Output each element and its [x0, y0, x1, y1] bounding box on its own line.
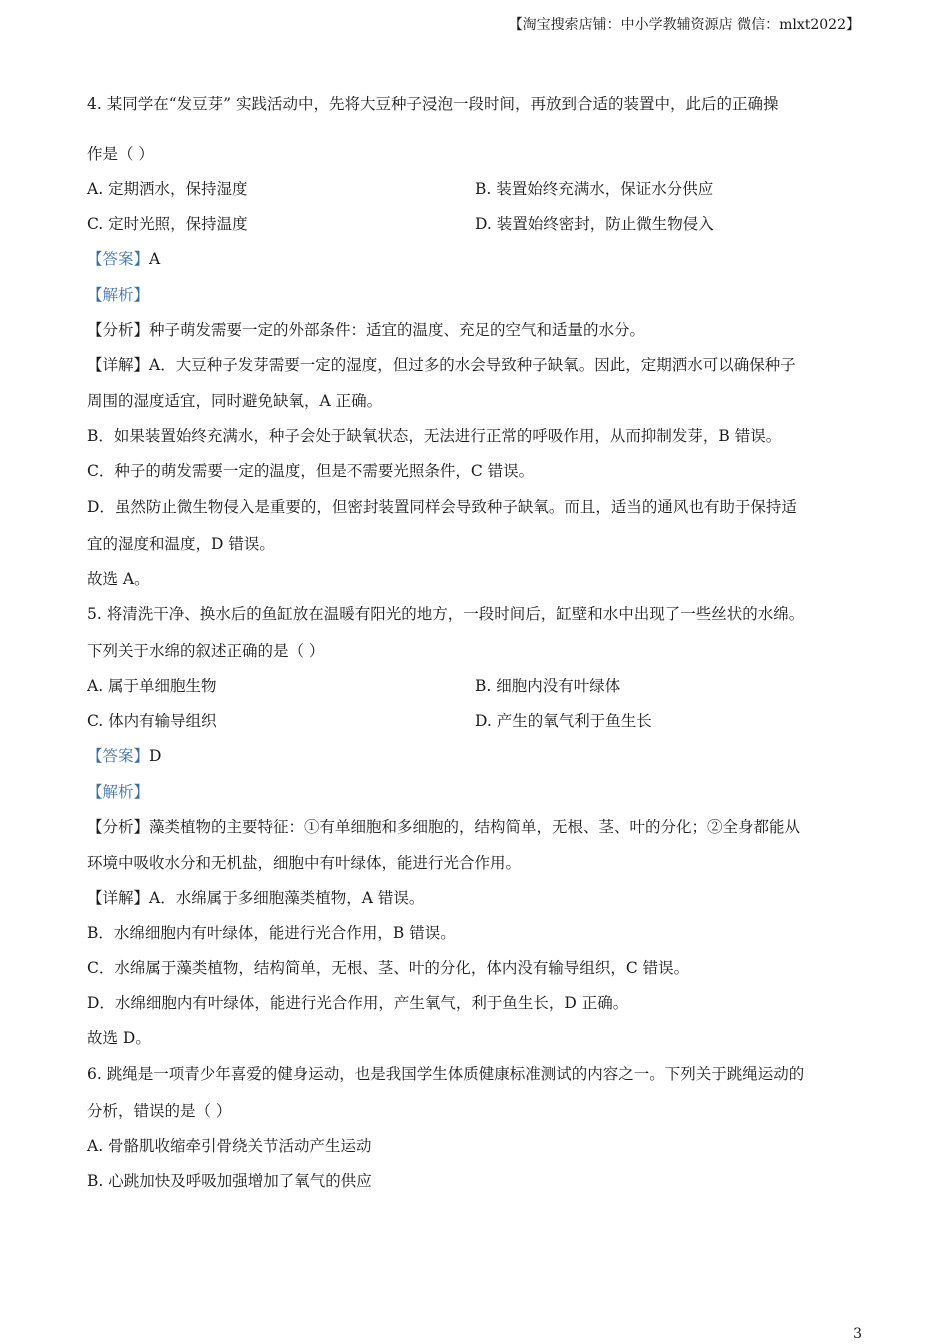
detail-label: 【详解】 — [87, 356, 150, 374]
fenxi-text: 藻类植物的主要特征：①有单细胞和多细胞的，结构简单，无根、茎、叶的分化；②全身都能从 — [149, 818, 801, 836]
q4-answer — [87, 249, 160, 269]
q4-detail-b: B．如果装置始终充满水，种子会处于缺氧状态，无法进行正常的呼吸作用，从而抑制发芽，B 错误。 — [87, 427, 782, 445]
q4-option-b: B. 装置始终充满水，保证水分供应 — [475, 180, 714, 198]
page-number: 3 — [853, 1326, 862, 1342]
q4-analysis-label: 【解析】 — [87, 286, 150, 304]
q5-detail-b: B．水绵细胞内有叶绿体，能进行光合作用，B 错误。 — [87, 924, 456, 942]
detail-label: 【详解】 — [87, 889, 150, 907]
q5-detail-a — [87, 888, 424, 908]
answer-label: 【答案】 — [87, 747, 150, 765]
page-header: 【淘宝搜索店铺：中小学教辅资源店 微信：mlxt2022】 — [508, 17, 860, 33]
q6-option-b: B. 心跳加快及呼吸加强增加了氧气的供应 — [87, 1172, 372, 1190]
q5-analysis-label: 【解析】 — [87, 783, 150, 801]
answer-value: D — [149, 747, 162, 765]
q5-option-a: A. 属于单细胞生物 — [87, 677, 217, 695]
detail-text: A．大豆种子发芽需要一定的湿度，但过多的水会导致种子缺氧。因此，定期洒水可以确保种子 — [149, 356, 796, 374]
q6-option-a: A. 骨骼肌收缩牵引骨绕关节活动产生运动 — [87, 1137, 372, 1155]
q5-option-c: C. 体内有输导组织 — [87, 712, 217, 730]
fenxi-label: 【分析】 — [87, 321, 150, 339]
q4-detail-line1 — [87, 355, 796, 375]
q4-stem-line1: 4. 某同学在“发豆芽” 实践活动中，先将大豆种子浸泡一段时间，再放到合适的装置中，此后的正确操 — [87, 95, 779, 113]
q6-stem-line1: 6. 跳绳是一项青少年喜爱的健身运动，也是我国学生体质健康标准测试的内容之一。下列关于跳绳运动的 — [87, 1065, 805, 1083]
q5-detail-d: D．水绵细胞内有叶绿体，能进行光合作用，产生氧气，利于鱼生长，D 正确。 — [87, 994, 629, 1012]
q5-detail-c: C．水绵属于藻类植物，结构简单，无根、茎、叶的分化，体内没有输导组织，C 错误。 — [87, 959, 690, 977]
q4-detail-d2: 宜的湿度和温度，D 错误。 — [87, 535, 275, 553]
q4-detail-c: C．种子的萌发需要一定的温度，但是不需要光照条件，C 错误。 — [87, 462, 535, 480]
q4-option-a: A. 定期洒水，保持湿度 — [87, 180, 248, 198]
fenxi-label: 【分析】 — [87, 818, 150, 836]
q4-option-d: D. 装置始终密封，防止微生物侵入 — [475, 215, 714, 233]
answer-label: 【答案】 — [87, 250, 150, 268]
q5-stem-line1: 5. 将清洗干净、换水后的鱼缸放在温暖有阳光的地方，一段时间后，缸壁和水中出现了一些丝状的水绵。 — [87, 605, 805, 623]
fenxi-text: 种子萌发需要一定的外部条件：适宜的温度、充足的空气和适量的水分。 — [149, 321, 646, 339]
q5-answer — [87, 746, 161, 766]
q4-option-c: C. 定时光照，保持温度 — [87, 215, 248, 233]
q4-stem-line2: 作是（ ） — [87, 145, 154, 163]
q5-fenxi-line1 — [87, 817, 800, 837]
answer-value: A — [149, 250, 161, 268]
q6-stem-line2: 分析，错误的是（ ） — [87, 1102, 232, 1120]
detail-text: A．水绵属于多细胞藻类植物，A 错误。 — [149, 889, 425, 907]
q5-option-d: D. 产生的氧气利于鱼生长 — [475, 712, 652, 730]
q4-conclusion: 故选 A。 — [87, 570, 150, 588]
q5-stem-line2: 下列关于水绵的叙述正确的是（ ） — [87, 642, 325, 660]
q4-detail-d1: D．虽然防止微生物侵入是重要的，但密封装置同样会导致种子缺氧。而且，适当的通风也有助于保持适 — [87, 498, 797, 516]
q5-fenxi-line2: 环境中吸收水分和无机盐，细胞中有叶绿体，能进行光合作用。 — [87, 854, 522, 872]
q4-detail-line2: 周围的湿度适宜，同时避免缺氧，A 正确。 — [87, 392, 383, 410]
q4-fenxi — [87, 320, 645, 340]
q5-option-b: B. 细胞内没有叶绿体 — [475, 677, 621, 695]
q5-conclusion: 故选 D。 — [87, 1029, 151, 1047]
